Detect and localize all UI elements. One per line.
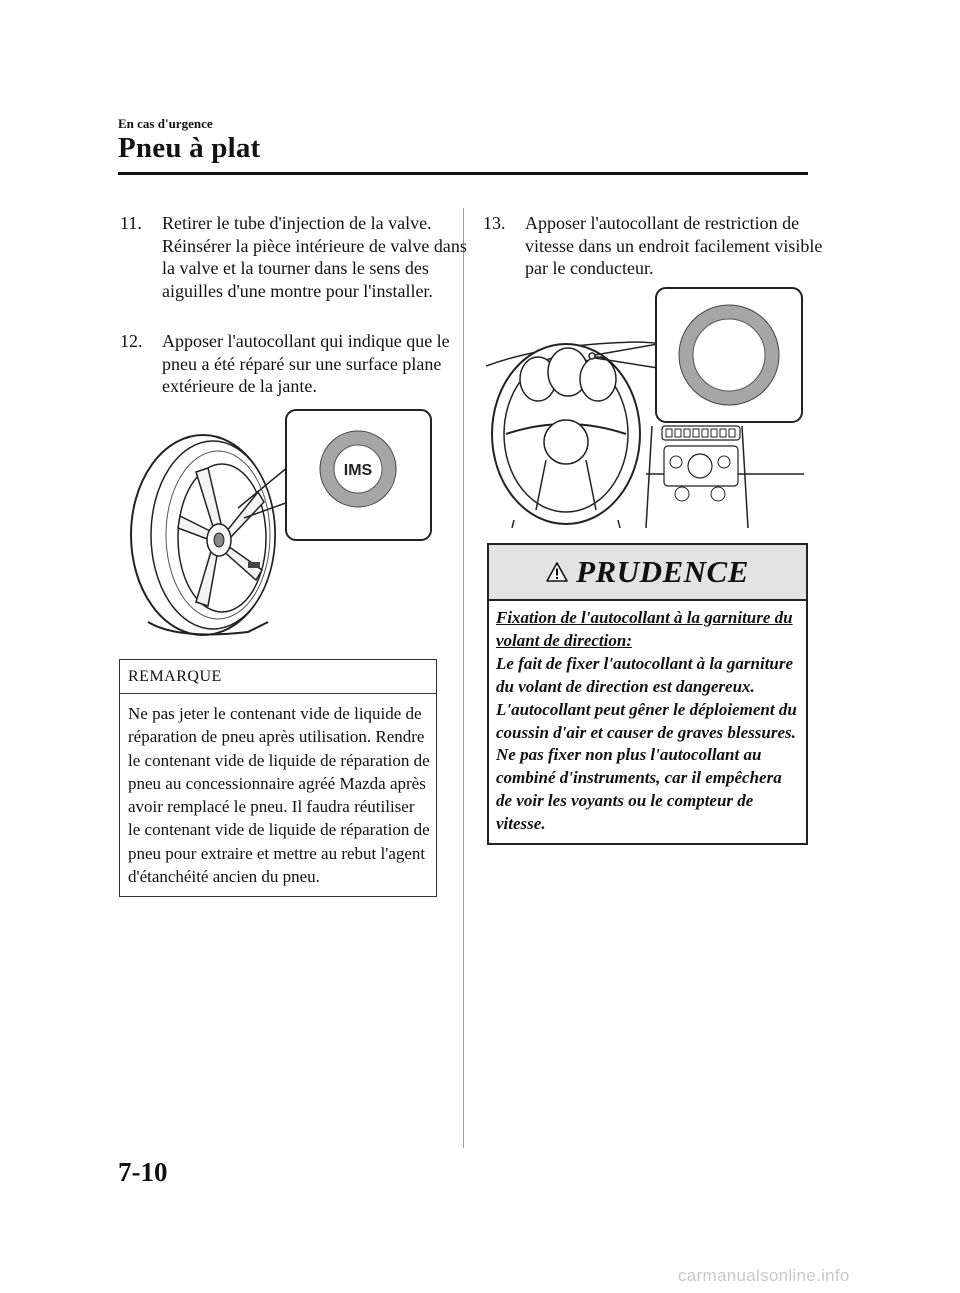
title-rule [118,172,808,175]
caution-box [487,543,808,845]
step-12 [120,330,484,398]
caution-text: Le fait de fixer l'autocollant à la garniture du volant de direction est dangereux. L'autocollant peut gêner le déploiement du coussin d'air et causer de graves blessures. Ne pas fixer non plus l'autocollant au combiné d'instruments, car il empêchera de voir les voyants ou le compteur de vitesse. [496,653,797,834]
caution-subtitle: Fixation de l'autocollant à la garniture du volant de direction: [496,608,793,650]
warning-triangle-icon [546,562,568,582]
tire-sticker-illustration [118,400,438,645]
page-number: 7-10 [118,1157,168,1187]
page-title: Pneu à plat [118,132,261,164]
step-11 [120,212,484,302]
caution-heading: PRUDENCE [576,554,749,589]
note-heading: REMARQUE [120,660,436,694]
step-13 [483,212,849,280]
step-number: 13. [483,213,506,233]
watermark: carmanualsonline.info [678,1266,850,1285]
caution-body [489,601,806,836]
step-number: 12. [120,331,143,351]
ims-sticker-label: IMS [343,462,373,479]
caution-header [489,545,806,601]
step-number: 11. [120,213,142,233]
dashboard-sticker-illustration [486,284,808,528]
note-box [119,659,437,897]
note-text: Ne pas jeter le contenant vide de liquide de réparation de pneu après utilisation. Rendre le contenant vide de liquide de réparation de pneu au concessionnaire agréé Mazda après avoir remplacé le pneu. Il faudra réutiliser le contenant vide de liquide de réparation de pneu pour extraire et mettre au rebut l'agent d'étanchéité ancien du pneu. [128,704,430,887]
step-text: Retirer le tube d'injection de la valve. Réinsérer la pièce intérieure de valve dans la valve et la tourner dans le sens des aiguilles d'une montre pour l'installer. [162,213,467,301]
step-text: Apposer l'autocollant qui indique que le pneu a été réparé sur une surface plane extérieure de la jante. [162,331,450,396]
step-text: Apposer l'autocollant de restriction de vitesse dans un endroit facilement visible par le conducteur. [525,213,823,278]
section-label: En cas d'urgence [118,116,213,131]
